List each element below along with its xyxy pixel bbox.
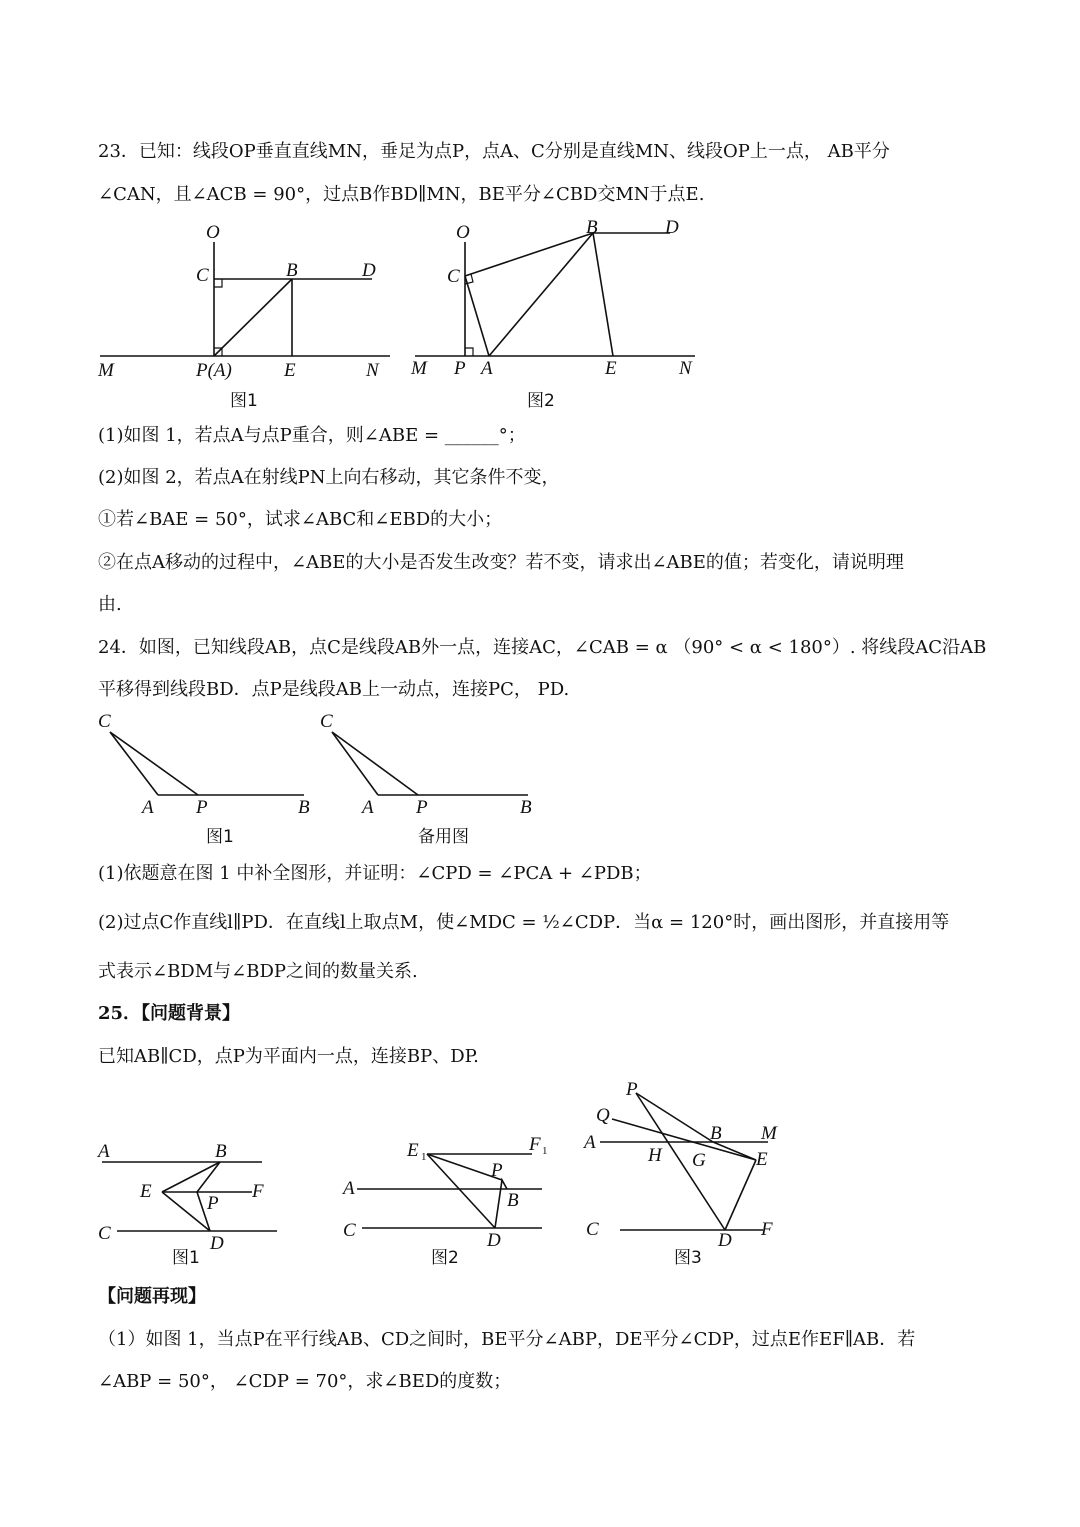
p23-f1-label-d: D [362,260,376,281]
p23-question-2b: ②在点A移动的过程中，∠ABE的大小是否发生改变？若不变，请求出∠ABE的值；若变化，请说明理 [98,552,904,573]
p25-f3-label-m: M [761,1123,777,1144]
p24-f1-label-a: A [142,797,154,818]
p25-f3-label-e: E [756,1149,768,1170]
p23-f1-label-b: B [286,260,298,281]
p23-f1-label-e: E [284,360,296,381]
p23-statement-line1: 23．已知：线段OP垂直直线MN，垂足为点P，点A、C分别是直线MN、线段OP上一点， AB平分 [98,141,890,162]
p23-f2-label-n: N [679,358,692,379]
p23-f2-label-m: M [411,358,427,379]
p25-f2-label-d: D [487,1230,501,1251]
p25-f3-label-d: D [718,1230,732,1251]
p25-f2-caption: 图2 [431,1248,459,1268]
p25-figure-1 [90,1135,290,1275]
p24-f1-label-b: B [298,797,310,818]
p23-f2-label-b: B [586,217,598,238]
p23-f1-label-c: C [196,265,209,286]
p25-f1-label-p: P [207,1193,219,1214]
p25-f1-label-d: D [210,1233,224,1254]
p23-f2-label-e: E [605,358,617,379]
p23-f1-segment-ab [214,279,292,356]
p25-f2-label-e1-subscript: 1 [421,1151,427,1163]
p24-figure-1 [90,705,330,850]
p23-f2-segment-ca [465,276,489,356]
p25-f1-label-b: B [215,1141,227,1162]
p24-f1-segment-cp [110,732,198,795]
p25-f2-label-b: B [507,1190,519,1211]
p25-f3-segment-qe [612,1119,756,1160]
p25-f3-label-c: C [586,1219,599,1240]
p25-f2-label-c: C [343,1220,356,1241]
p25-f1-label-c: C [98,1223,111,1244]
p25-question-1-line1: （1）如图 1，当点P在平行线AB、CD之间时，BE平分∠ABP，DE平分∠CDP，过点E作EF∥AB．若 [98,1329,916,1350]
p23-f1-label-m: M [98,360,114,381]
p23-f2-label-o: O [456,222,470,243]
p25-heading-reproduce: 【问题再现】 [98,1286,206,1307]
p24-f1-label-c: C [98,711,111,732]
p24-question-2: (2)过点C作直线l∥PD．在直线l上取点M，使∠MDC = ½∠CDP．当α = 120°时，画出图形，并直接用等 [98,912,950,933]
p25-f2-label-f1-subscript: 1 [542,1145,548,1157]
p25-heading-background: 25．【问题背景】 [98,1003,241,1024]
p24-statement-line1: 24．如图，已知线段AB，点C是线段AB外一点，连接AC，∠CAB = α （90° < α < 180°）. 将线段AC沿AB [98,637,987,658]
p25-figure-2 [335,1130,565,1275]
p25-f3-segment-de [725,1160,756,1230]
p25-f2-label-f1: F [529,1134,541,1155]
p24-f2-label-b: B [520,797,532,818]
p24-f1-segment-ca [110,732,158,795]
p25-f3-label-q: Q [596,1105,610,1126]
p23-f1-label-pa: P(A) [196,360,232,381]
p25-f3-label-h: H [648,1145,662,1166]
p24-question-1: (1)依题意在图 1 中补全图形，并证明：∠CPD = ∠PCA + ∠PDB； [98,863,652,884]
p23-question-2: (2)如图 2，若点A在射线PN上向右移动，其它条件不变， [98,467,560,488]
p25-f3-segment-be [713,1142,756,1160]
p24-question-2-end: 式表示∠BDM与∠BDP之间的数量关系. [98,961,418,982]
p25-f1-segment-eb [162,1162,220,1192]
p25-f1-caption: 图1 [172,1248,200,1268]
p23-f1-caption: 图1 [230,391,258,411]
p25-f2-label-e1: E [407,1140,419,1161]
p23-f1-label-o: O [206,222,220,243]
p24-f2-caption: 备用图 [418,827,469,847]
p23-figure-2 [405,210,715,415]
p25-f2-path-dpb [495,1180,507,1228]
p25-f2-label-p: P [491,1160,503,1181]
p23-question-1: (1)如图 1，若点A与点P重合，则∠ABE = ______°； [98,425,526,446]
p23-f1-label-n: N [366,360,379,381]
p25-f2-label-a: A [343,1178,355,1199]
p25-f1-label-a: A [98,1141,110,1162]
p25-question-1-line2: ∠ABP = 50°， ∠CDP = 70°，求∠BED的度数； [98,1371,512,1392]
p24-f2-segment-cp [332,732,418,795]
p23-f2-label-c: C [447,266,460,287]
p23-statement-line2: ∠CAN，且∠ACB = 90°，过点B作BD∥MN，BE平分∠CBD交MN于点E. [98,184,705,205]
p25-f1-label-f: F [252,1181,264,1202]
p25-f3-label-b: B [710,1123,722,1144]
p25-f3-label-p: P [626,1079,638,1100]
p23-f2-caption: 图2 [527,391,555,411]
p23-question-2b-end: 由. [98,594,122,615]
p24-f1-label-p: P [196,797,208,818]
p25-f3-label-f: F [761,1219,773,1240]
p23-f2-segment-be [593,233,613,356]
p25-figure-3 [580,1075,810,1275]
p23-f2-label-d: D [665,217,679,238]
p23-question-2a: ①若∠BAE = 50°，试求∠ABC和∠EBD的大小； [98,509,503,530]
p25-f3-label-a: A [584,1132,596,1153]
p25-f1-label-e: E [140,1181,152,1202]
p23-figure-1 [90,210,410,415]
p24-f1-caption: 图1 [206,827,234,847]
p23-f2-right-angle-p [465,348,473,356]
p24-f2-label-c: C [320,711,333,732]
p24-statement-line2: 平移得到线段BD．点P是线段AB上一动点，连接PC， PD. [98,679,570,700]
p23-f2-label-a: A [481,358,493,379]
p24-f2-label-p: P [416,797,428,818]
p23-f2-segment-ab [489,233,593,356]
p23-f2-label-p: P [454,358,466,379]
p24-figure-spare [310,705,550,850]
p23-f1-right-angle-c [214,279,222,287]
p25-f3-caption: 图3 [674,1248,702,1268]
p25-background-text: 已知AB∥CD，点P为平面内一点，连接BP、DP. [98,1046,479,1067]
p25-f3-segment-pb [636,1093,713,1142]
p24-f2-label-a: A [362,797,374,818]
p24-f2-segment-ca [332,732,378,795]
p25-f3-label-g: G [692,1150,706,1171]
